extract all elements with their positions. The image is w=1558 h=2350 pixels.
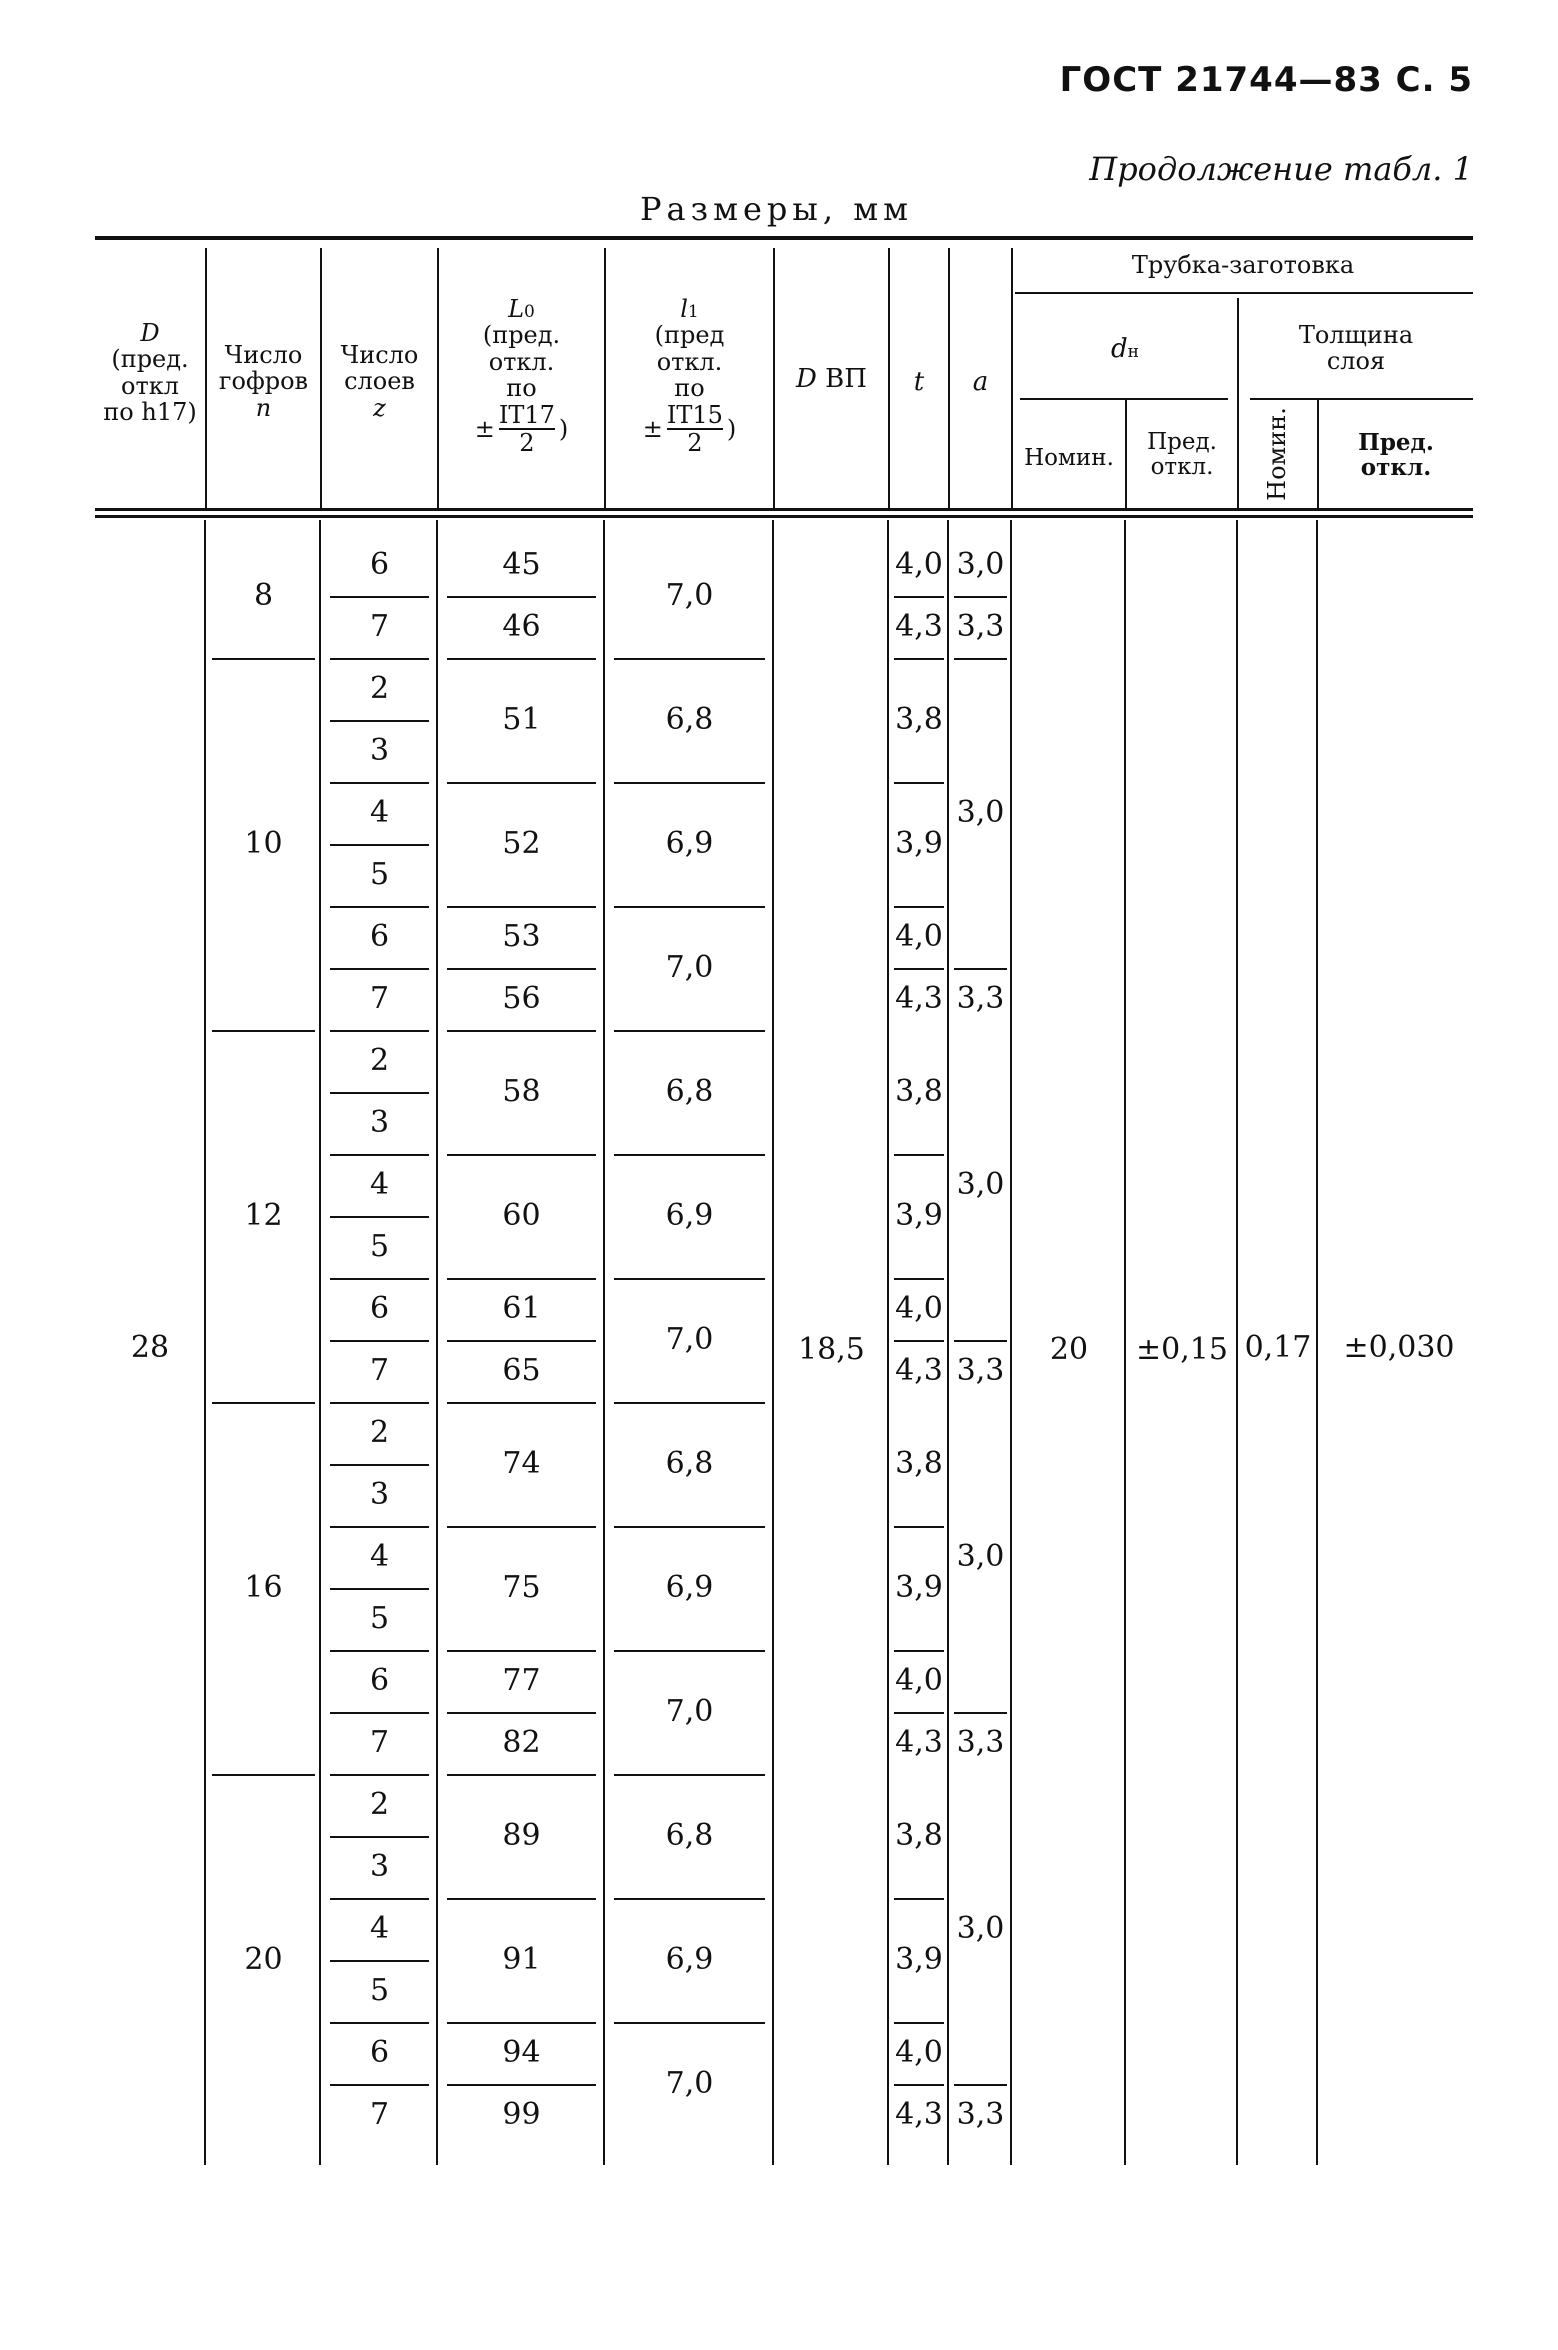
pair-l1-value: 7,0 [665, 1694, 714, 1729]
merged-thickness-nominal: 0,17 [1244, 1330, 1312, 1365]
col-z-header: Число слоев z [340, 341, 419, 422]
pair-L0-value: 74 [502, 1446, 541, 1481]
pair-L0-value: 75 [502, 1570, 541, 1605]
row-z-value: 6 [369, 1663, 390, 1698]
t-value: 3,8 [895, 702, 943, 737]
row-z-value: 2 [369, 1043, 390, 1078]
pair-l1-value: 6,8 [665, 1074, 714, 1109]
row-z-value: 7 [369, 981, 390, 1016]
row-z-value: 6 [369, 1291, 390, 1326]
t-value: 4,3 [895, 1725, 943, 1760]
pair-l1-value: 6,9 [665, 826, 714, 861]
col-n-header: Число гофров n [218, 341, 309, 422]
t-value: 4,0 [895, 1291, 943, 1326]
row-L0-value: 65 [502, 1353, 541, 1388]
merged-thickness-deviation: ±0,030 [1343, 1330, 1455, 1365]
row-z-value: 4 [369, 1911, 390, 1946]
gost-page-header: ГОСТ 21744—83 С. 5 [1059, 60, 1473, 100]
col-D-header: D (пред. откл по h17) [103, 319, 197, 427]
row-L0-value: 45 [502, 547, 541, 582]
row-z-value: 3 [369, 733, 390, 768]
pair-l1-value: 6,8 [665, 1446, 714, 1481]
row-z-value: 5 [369, 1601, 390, 1636]
col-dn-header: dн [1111, 334, 1139, 364]
row-z-value: 3 [369, 1477, 390, 1512]
table-continuation-caption: Продолжение табл. 1 [1089, 150, 1473, 188]
row-z-value: 6 [369, 2035, 390, 2070]
col-dn-nominal-header: Номин. [1024, 445, 1114, 471]
t-value: 3,8 [895, 1074, 943, 1109]
a-value: 3,0 [956, 1539, 1005, 1574]
group-l1-value: 7,0 [665, 578, 714, 613]
row-L0-value: 46 [502, 609, 541, 644]
row-z-value: 4 [369, 1167, 390, 1202]
row-z-value: 7 [369, 2097, 390, 2132]
pair-L0-value: 58 [502, 1074, 541, 1109]
merged-Dvp-value: 18,5 [798, 1332, 865, 1367]
a-value: 3,3 [956, 981, 1005, 1016]
group-n-value: 12 [244, 1198, 283, 1233]
pair-l1-value: 6,9 [665, 1198, 714, 1233]
t-value: 3,9 [895, 1570, 943, 1605]
t-value: 3,8 [895, 1446, 943, 1481]
pair-L0-value: 52 [502, 826, 541, 861]
row-z-value: 5 [369, 1973, 390, 2008]
pair-l1-value: 7,0 [665, 1322, 714, 1357]
col-thickness-deviation-header: Пред. откл. [1358, 429, 1434, 482]
row-L0-value: 82 [502, 1725, 541, 1760]
row-z-value: 2 [369, 671, 390, 706]
a-value: 3,3 [956, 1353, 1005, 1388]
pair-L0-value: 60 [502, 1198, 541, 1233]
col-L0-header: L0 (пред. откл. по ± $\frac{IT17}{2}$ ) [474, 295, 569, 457]
t-value: 4,3 [895, 1353, 943, 1388]
units-caption: Размеры, мм [640, 190, 913, 228]
row-L0-value: 61 [502, 1291, 541, 1326]
merged-D-value: 28 [130, 1330, 170, 1365]
group-n-value: 20 [244, 1942, 283, 1977]
row-t-value: 4,0 [895, 547, 943, 582]
row-z-value: 5 [369, 857, 390, 892]
pair-l1-value: 7,0 [665, 2066, 714, 2101]
t-value: 4,3 [895, 981, 943, 1016]
pair-l1-value: 6,9 [665, 1570, 714, 1605]
row-L0-value: 99 [502, 2097, 541, 2132]
pair-l1-value: 6,8 [665, 702, 714, 737]
row-z-value: 2 [369, 1787, 390, 1822]
row-z-value: 7 [369, 609, 390, 644]
row-z-value: 2 [369, 1415, 390, 1450]
group-n-value: 10 [244, 826, 283, 861]
row-z-value: 4 [369, 1539, 390, 1574]
a-value: 3,0 [956, 1167, 1005, 1202]
col-l1-header: l1 (пред откл. по ± $\frac{IT15}{2}$ ) [642, 295, 737, 457]
col-a-header: a [972, 367, 989, 397]
row-L0-value: 53 [502, 919, 541, 954]
row-z-value: 3 [369, 1849, 390, 1884]
t-value: 3,9 [895, 1942, 943, 1977]
t-value: 4,0 [895, 2035, 943, 2070]
row-z-value: 6 [369, 919, 390, 954]
col-thickness-header: Толщина слоя [1298, 321, 1414, 376]
row-a-value: 3,0 [956, 547, 1005, 582]
pair-l1-value: 7,0 [665, 950, 714, 985]
t-value: 3,9 [895, 1198, 943, 1233]
row-z-value: 3 [369, 1105, 390, 1140]
row-L0-value: 77 [502, 1663, 541, 1698]
col-t-header: t [913, 367, 925, 397]
col-Dvp-header: D ВП [796, 364, 867, 394]
a-value: 3,0 [956, 795, 1005, 830]
row-z-value: 4 [369, 795, 390, 830]
pair-l1-value: 6,9 [665, 1942, 714, 1977]
pair-L0-value: 51 [502, 702, 541, 737]
row-z-value: 7 [369, 1725, 390, 1760]
merged-dn-nominal: 20 [1049, 1332, 1089, 1367]
a-value: 3,3 [956, 1725, 1005, 1760]
row-a-value: 3,3 [956, 609, 1005, 644]
t-value: 4,0 [895, 919, 943, 954]
blank-group-header: Трубка-заготовка [1131, 251, 1355, 279]
col-dn-deviation-header: Пред. откл. [1147, 429, 1217, 481]
row-L0-value: 56 [502, 981, 541, 1016]
t-value: 3,8 [895, 1818, 943, 1853]
col-thickness-nominal-header: Номин. [1263, 407, 1291, 501]
t-value: 4,0 [895, 1663, 943, 1698]
t-value: 4,3 [895, 2097, 943, 2132]
row-z-value: 5 [369, 1229, 390, 1264]
a-value: 3,3 [956, 2097, 1005, 2132]
group-n-value: 8 [253, 578, 274, 613]
row-z-value: 7 [369, 1353, 390, 1388]
merged-dn-deviation: ±0,15 [1136, 1332, 1228, 1367]
row-t-value: 4,3 [895, 609, 943, 644]
row-L0-value: 94 [502, 2035, 541, 2070]
t-value: 3,9 [895, 826, 943, 861]
pair-l1-value: 6,8 [665, 1818, 714, 1853]
row-z-value: 6 [369, 547, 390, 582]
a-value: 3,0 [956, 1911, 1005, 1946]
pair-L0-value: 89 [502, 1818, 541, 1853]
pair-L0-value: 91 [502, 1942, 541, 1977]
group-n-value: 16 [244, 1570, 283, 1605]
